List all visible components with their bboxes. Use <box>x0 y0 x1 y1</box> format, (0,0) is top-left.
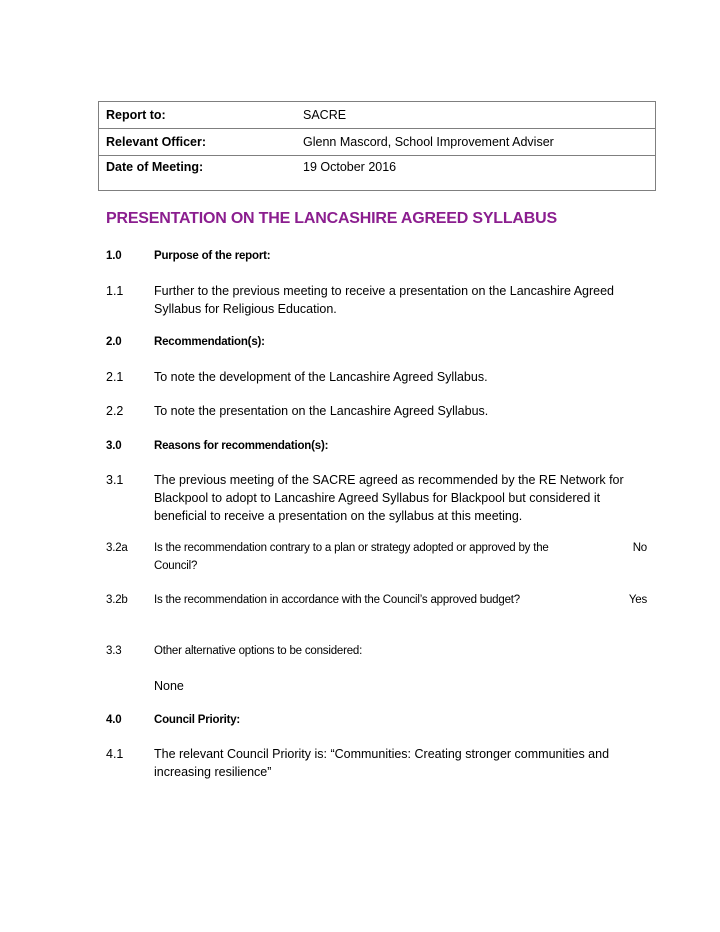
section-text: Other alternative options to be considered: <box>154 645 363 657</box>
section-1-1 <box>106 282 651 318</box>
section-2-0 <box>106 333 651 351</box>
section-heading: Reasons for recommendation(s): <box>154 440 329 452</box>
section-number: 2.1 <box>106 370 124 384</box>
section-number: 2.0 <box>106 336 122 348</box>
section-heading: Council Priority: <box>154 714 241 726</box>
section-1-0 <box>106 247 651 265</box>
report-info-table <box>98 101 656 191</box>
meeting-date-label: Date of Meeting: <box>106 160 204 174</box>
relevant-officer-row <box>99 129 655 156</box>
section-heading: Recommendation(s): <box>154 336 265 348</box>
section-question: Is the recommendation contrary to a plan or strategy adopted or approved by the Council? <box>154 542 549 572</box>
section-4-0 <box>106 711 651 729</box>
section-number: 3.2b <box>106 594 128 606</box>
section-4-1 <box>106 745 651 781</box>
meeting-date-value: 19 October 2016 <box>303 160 397 174</box>
report-to-value: SACRE <box>303 108 347 122</box>
section-number: 1.0 <box>106 250 122 262</box>
meeting-date-row <box>99 156 655 190</box>
section-3-0 <box>106 437 651 455</box>
section-3-2b <box>106 591 651 609</box>
document-title: PRESENTATION ON THE LANCASHIRE AGREED SYLLABUS <box>106 210 557 227</box>
section-number: 3.2a <box>106 542 128 554</box>
section-text: The relevant Council Priority is: “Communities: Creating stronger communities and increasing resilience” <box>154 747 610 779</box>
section-2-2 <box>106 402 651 420</box>
section-text: To note the presentation on the Lancashire Agreed Syllabus. <box>154 404 489 418</box>
section-heading: Purpose of the report: <box>154 250 271 262</box>
relevant-officer-value: Glenn Mascord, School Improvement Adviser <box>303 135 554 149</box>
section-number: 4.0 <box>106 714 122 726</box>
section-question: Is the recommendation in accordance with the Council’s approved budget? <box>154 594 520 606</box>
relevant-officer-label: Relevant Officer: <box>106 135 207 149</box>
report-to-label: Report to: <box>106 108 166 122</box>
report-to-row <box>99 102 655 129</box>
section-number: 1.1 <box>106 284 124 298</box>
section-text: To note the development of the Lancashire Agreed Syllabus. <box>154 370 488 384</box>
section-answer: No <box>632 542 647 554</box>
section-answer: Yes <box>628 594 647 606</box>
section-2-1 <box>106 368 651 386</box>
section-3-1 <box>106 471 651 525</box>
section-3-3 <box>106 642 651 660</box>
section-3-3-answer <box>106 677 651 695</box>
section-number: 3.3 <box>106 645 122 657</box>
section-text: Further to the previous meeting to receive a presentation on the Lancashire Agreed Syllabus for Religious Education. <box>154 284 615 316</box>
section-number: 4.1 <box>106 747 124 761</box>
section-answer: None <box>154 679 184 693</box>
section-number: 2.2 <box>106 404 124 418</box>
section-number: 3.0 <box>106 440 122 452</box>
section-3-2a <box>106 539 651 575</box>
section-text: The previous meeting of the SACRE agreed as recommended by the RE Network for Blackpool to adopt to Lancashire Agreed Syllabus for Blackpool but considered it beneficial to receive a presentation on the syllabus at this meeting. <box>154 473 624 523</box>
section-number: 3.1 <box>106 473 124 487</box>
